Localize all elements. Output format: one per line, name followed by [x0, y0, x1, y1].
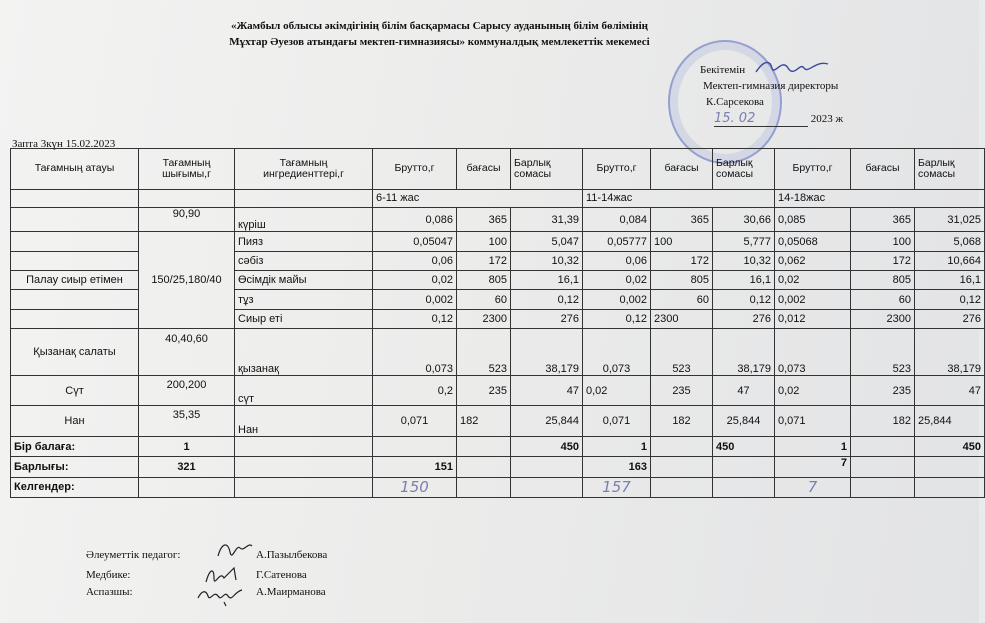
- director-signature: [752, 54, 832, 80]
- age-group-2: 11-14жас: [583, 189, 775, 207]
- cell: 172: [851, 251, 915, 270]
- cell: 25,844: [915, 406, 985, 437]
- cell: 276: [713, 309, 775, 328]
- arrived-group-1: 150: [373, 477, 457, 497]
- cell: 0,002: [583, 290, 651, 309]
- cell: 25,844: [511, 406, 583, 437]
- cell: 0,02: [373, 271, 457, 290]
- col-sum-1: Барлық сомасы: [511, 149, 583, 190]
- cell: 0,002: [373, 290, 457, 309]
- cell: 0,086: [373, 208, 457, 232]
- ingredient-name: Сиыр еті: [235, 309, 373, 328]
- cell: 10,32: [713, 251, 775, 270]
- total-label: Барлығы:: [11, 457, 139, 477]
- cell: 5,068: [915, 232, 985, 251]
- cell: 805: [651, 271, 713, 290]
- cell: 523: [851, 329, 915, 376]
- ingredient-name: сүт: [235, 375, 373, 406]
- menu-date: Запта 3күн 15.02.2023: [12, 138, 116, 150]
- cell: 0,05068: [775, 232, 851, 251]
- cell: 0,12: [713, 290, 775, 309]
- per-child-sum-3: 450: [915, 436, 985, 456]
- approval-date-handwritten: 15. 02: [714, 111, 756, 126]
- cell: 47: [511, 375, 583, 406]
- per-child-label: Бір балаға:: [11, 436, 139, 456]
- dish-milk: Сүт: [11, 375, 139, 406]
- cell: 0,062: [775, 251, 851, 270]
- bread-yield: 35,35: [139, 406, 235, 437]
- cell: 31,025: [915, 208, 985, 232]
- table-row: [11, 406, 985, 437]
- header-line-2: Мұхтар Әуезов атындағы мектеп-гимназиясы» коммуналдық мемлекеттік мекемесі: [229, 36, 650, 48]
- cell: 5,047: [511, 232, 583, 251]
- cell: 30,66: [713, 208, 775, 232]
- menu-table: [10, 148, 985, 498]
- cell: 38,179: [511, 329, 583, 376]
- cell: 10,32: [511, 251, 583, 270]
- cell: 0,002: [775, 290, 851, 309]
- col-brutto-2: Брутто,г: [583, 149, 651, 190]
- total-group-2: 163: [583, 457, 651, 477]
- header-line-1: «Жамбыл облысы әкімдігінің білім басқармасы Сарысу ауданының білім бөлімінің: [231, 20, 648, 32]
- per-child-group-2: 1: [583, 436, 651, 456]
- cell: 2300: [457, 309, 511, 328]
- cell: 60: [651, 290, 713, 309]
- age-group-3: 14-18жас: [775, 189, 985, 207]
- approval-name: К.Сарсекова: [706, 96, 764, 108]
- col-dish-name: Тағамның атауы: [11, 149, 139, 190]
- table-row: [11, 329, 985, 376]
- dish-salad: Қызанақ салаты: [11, 329, 139, 376]
- age-group-row: [11, 189, 985, 207]
- palau-yield-top: 90,90: [139, 208, 235, 232]
- ingredient-name: күріш: [235, 208, 373, 232]
- cell: 60: [457, 290, 511, 309]
- social-pedagogue-name: А.Пазылбекова: [256, 549, 328, 561]
- col-price-2: бағасы: [651, 149, 713, 190]
- age-group-1: 6-11 жас: [373, 189, 583, 207]
- cook-label: Аспазшы:: [86, 586, 133, 598]
- cell: 0,2: [373, 375, 457, 406]
- per-child-group-3: 1: [775, 436, 851, 456]
- approval-year: 2023 ж: [810, 113, 844, 125]
- cell: 0,071: [775, 406, 851, 437]
- cook-signature: [194, 582, 246, 608]
- cell: 5,777: [713, 232, 775, 251]
- cell: 235: [457, 375, 511, 406]
- per-child-row: [11, 436, 985, 456]
- arrived-row: [11, 477, 985, 497]
- cell: 0,073: [373, 329, 457, 376]
- pedagogue-signature: [214, 538, 254, 562]
- table-row: [11, 375, 985, 406]
- cell: 0,02: [583, 375, 651, 406]
- approval-position: Мектеп-гимназия директоры: [703, 80, 839, 92]
- cell: 100: [457, 232, 511, 251]
- cell: 0,084: [583, 208, 651, 232]
- cell: 276: [915, 309, 985, 328]
- total-row: [11, 457, 985, 477]
- nurse-label: Медбике:: [86, 569, 131, 581]
- approval-title: Бекітемін: [700, 64, 746, 76]
- total-count: 321: [139, 457, 235, 477]
- cell: 31,39: [511, 208, 583, 232]
- cell: 0,05777: [583, 232, 651, 251]
- cell: 0,02: [775, 375, 851, 406]
- col-price-3: бағасы: [851, 149, 915, 190]
- cell: 47: [713, 375, 775, 406]
- cell: 365: [851, 208, 915, 232]
- col-price-1: бағасы: [457, 149, 511, 190]
- col-sum-3: Барлық сомасы: [915, 149, 985, 190]
- cell: 523: [457, 329, 511, 376]
- cell: 0,071: [373, 406, 457, 437]
- approval-date: [714, 111, 843, 127]
- cell: 0,12: [373, 309, 457, 328]
- col-ingredients: Тағамның ингредиенттері,г: [235, 149, 373, 190]
- cell: 0,06: [373, 251, 457, 270]
- col-brutto-3: Брутто,г: [775, 149, 851, 190]
- table-row: [11, 208, 985, 232]
- cell: 16,1: [511, 271, 583, 290]
- cell: 0,085: [775, 208, 851, 232]
- social-pedagogue-label: Әлеуметтік педагог:: [86, 549, 181, 561]
- cell: 0,012: [775, 309, 851, 328]
- cell: 235: [851, 375, 915, 406]
- cell: 0,071: [583, 406, 651, 437]
- cell: 172: [651, 251, 713, 270]
- per-child-sum-2: 450: [713, 436, 775, 456]
- salad-yield: 40,40,60: [139, 329, 235, 376]
- cell: 182: [457, 406, 511, 437]
- arrived-label: Келгендер:: [11, 477, 139, 497]
- cell: 276: [511, 309, 583, 328]
- cell: 38,179: [713, 329, 775, 376]
- cell: 2300: [651, 309, 713, 328]
- cell: 523: [651, 329, 713, 376]
- col-sum-2: Барлық сомасы: [713, 149, 775, 190]
- table-header-row: [11, 149, 985, 190]
- cell: 0,06: [583, 251, 651, 270]
- cell: 38,179: [915, 329, 985, 376]
- cell: 0,073: [775, 329, 851, 376]
- per-child-count: 1: [139, 436, 235, 456]
- ingredient-name: сәбіз: [235, 251, 373, 270]
- per-child-sum-1: 450: [511, 436, 583, 456]
- dish-bread: Нан: [11, 406, 139, 437]
- arrived-group-2: 157: [583, 477, 651, 497]
- total-group-1: 151: [373, 457, 457, 477]
- cell: 2300: [851, 309, 915, 328]
- col-yield: Тағамның шығымы,г: [139, 149, 235, 190]
- palau-yield: 150/25,180/40: [139, 232, 235, 329]
- cell: 0,073: [583, 329, 651, 376]
- cell: 0,12: [915, 290, 985, 309]
- cell: 805: [457, 271, 511, 290]
- cell: 100: [651, 232, 713, 251]
- col-brutto-1: Брутто,г: [373, 149, 457, 190]
- cell: 365: [651, 208, 713, 232]
- cook-name: А.Маирманова: [256, 586, 326, 598]
- ingredient-name: Өсімдік майы: [235, 271, 373, 290]
- ingredient-name: тұз: [235, 290, 373, 309]
- cell: 0,12: [583, 309, 651, 328]
- cell: 182: [851, 406, 915, 437]
- cell: 805: [851, 271, 915, 290]
- dish-palau: Палау сиыр етімен: [11, 271, 139, 290]
- cell: 25,844: [713, 406, 775, 437]
- arrived-group-3: 7: [775, 477, 851, 497]
- cell: 16,1: [713, 271, 775, 290]
- ingredient-name: Пияз: [235, 232, 373, 251]
- cell: 47: [915, 375, 985, 406]
- cell: 16,1: [915, 271, 985, 290]
- cell: 172: [457, 251, 511, 270]
- cell: 60: [851, 290, 915, 309]
- milk-yield: 200,200: [139, 375, 235, 406]
- cell: 100: [851, 232, 915, 251]
- cell: 365: [457, 208, 511, 232]
- table-row: [11, 232, 985, 251]
- total-group-3: 7: [775, 457, 851, 477]
- cell: 0,02: [775, 271, 851, 290]
- cell: 182: [651, 406, 713, 437]
- cell: 235: [651, 375, 713, 406]
- cell: 0,12: [511, 290, 583, 309]
- cell: 0,02: [583, 271, 651, 290]
- ingredient-name: қызанақ: [235, 329, 373, 376]
- ingredient-name: Нан: [235, 406, 373, 437]
- nurse-name: Г.Сатенова: [256, 569, 307, 581]
- cell: 0,05047: [373, 232, 457, 251]
- cell: 10,664: [915, 251, 985, 270]
